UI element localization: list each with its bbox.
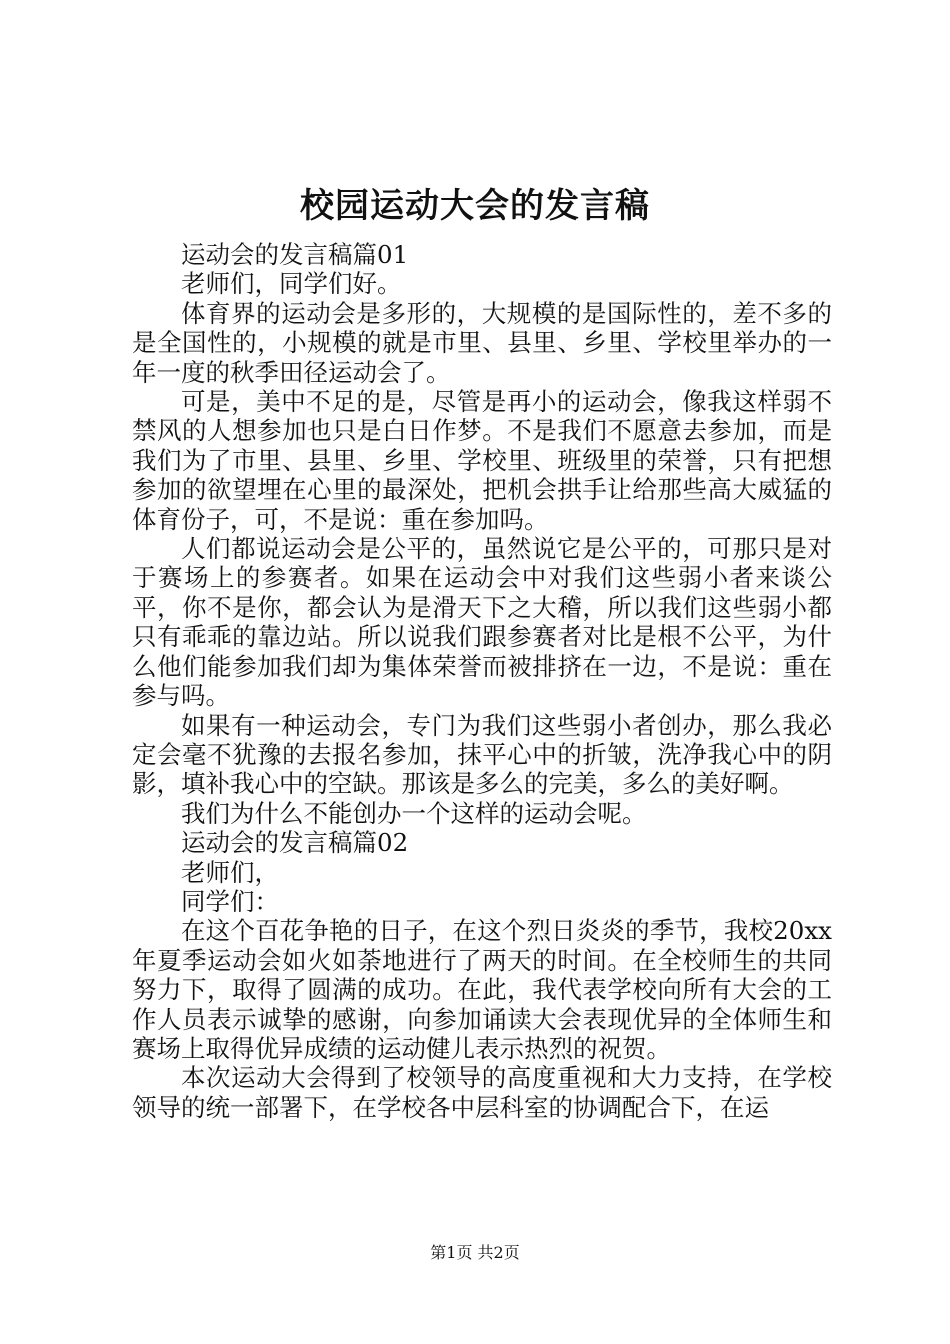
paragraph-3: 体育界的运动会是多形的，大规模的是国际性的，差不多的是全国性的，小规模的就是市里、县里、乡里、学校里举办的一年一度的秋季田径运动会了。 xyxy=(132,298,832,387)
paragraph-11: 在这个百花争艳的日子，在这个烈日炎炎的季节，我校20xx年夏季运动会如火如荼地进行了两天的时间。在全校师生的共同努力下，取得了圆满的成功。在此，我代表学校向所有大会的工作人员表示诚挚的感谢，向参加诵读大会表现优异的全体师生和赛场上取得优异成绩的运动健儿表示热烈的祝贺。 xyxy=(132,916,832,1063)
paragraph-9: 老师们， xyxy=(181,857,279,887)
document-body xyxy=(132,240,832,1122)
paragraph-10: 同学们： xyxy=(181,886,279,916)
paragraph-5: 人们都说运动会是公平的，虽然说它是公平的，可那只是对于赛场上的参赛者。如果在运动会中对我们这些弱小者来谈公平，你不是你，都会认为是滑天下之大稽，所以我们这些弱小都只有乖乖的靠边站。所以说我们跟参赛者对比是根不公平，为什么他们能参加我们却为集体荣誉而被排挤在一边，不是说：重在参与吗。 xyxy=(132,534,832,711)
paragraph-1: 运动会的发言稿篇01 xyxy=(181,240,409,269)
paragraph-6: 如果有一种运动会，专门为我们这些弱小者创办，那么我必定会毫不犹豫的去报名参加，抹平心中的折皱，洗净我心中的阴影，填补我心中的空缺。那该是多么的完美，多么的美好啊。 xyxy=(132,710,832,799)
paragraph-4: 可是，美中不足的是，尽管是再小的运动会，像我这样弱不禁风的人想参加也只是白日作梦。不是我们不愿意去参加，而是我们为了市里、县里、乡里、学校里、班级里的荣誉，只有把想参加的欲望埋在心里的最深处，把机会拱手让给那些高大威猛的体育份子，可，不是说：重在参加吗。 xyxy=(132,387,832,534)
document-title: 校园运动大会的发言稿 xyxy=(300,186,650,226)
paragraph-8: 运动会的发言稿篇02 xyxy=(181,828,409,858)
page-number-footer: 第1页 共2页 xyxy=(430,1243,520,1262)
paragraph-2: 老师们，同学们好。 xyxy=(181,269,402,299)
paragraph-7: 我们为什么不能创办一个这样的运动会呢。 xyxy=(181,798,647,828)
paragraph-12: 本次运动大会得到了校领导的高度重视和大力支持，在学校领导的统一部署下，在学校各中层科室的协调配合下，在运 xyxy=(132,1063,832,1122)
